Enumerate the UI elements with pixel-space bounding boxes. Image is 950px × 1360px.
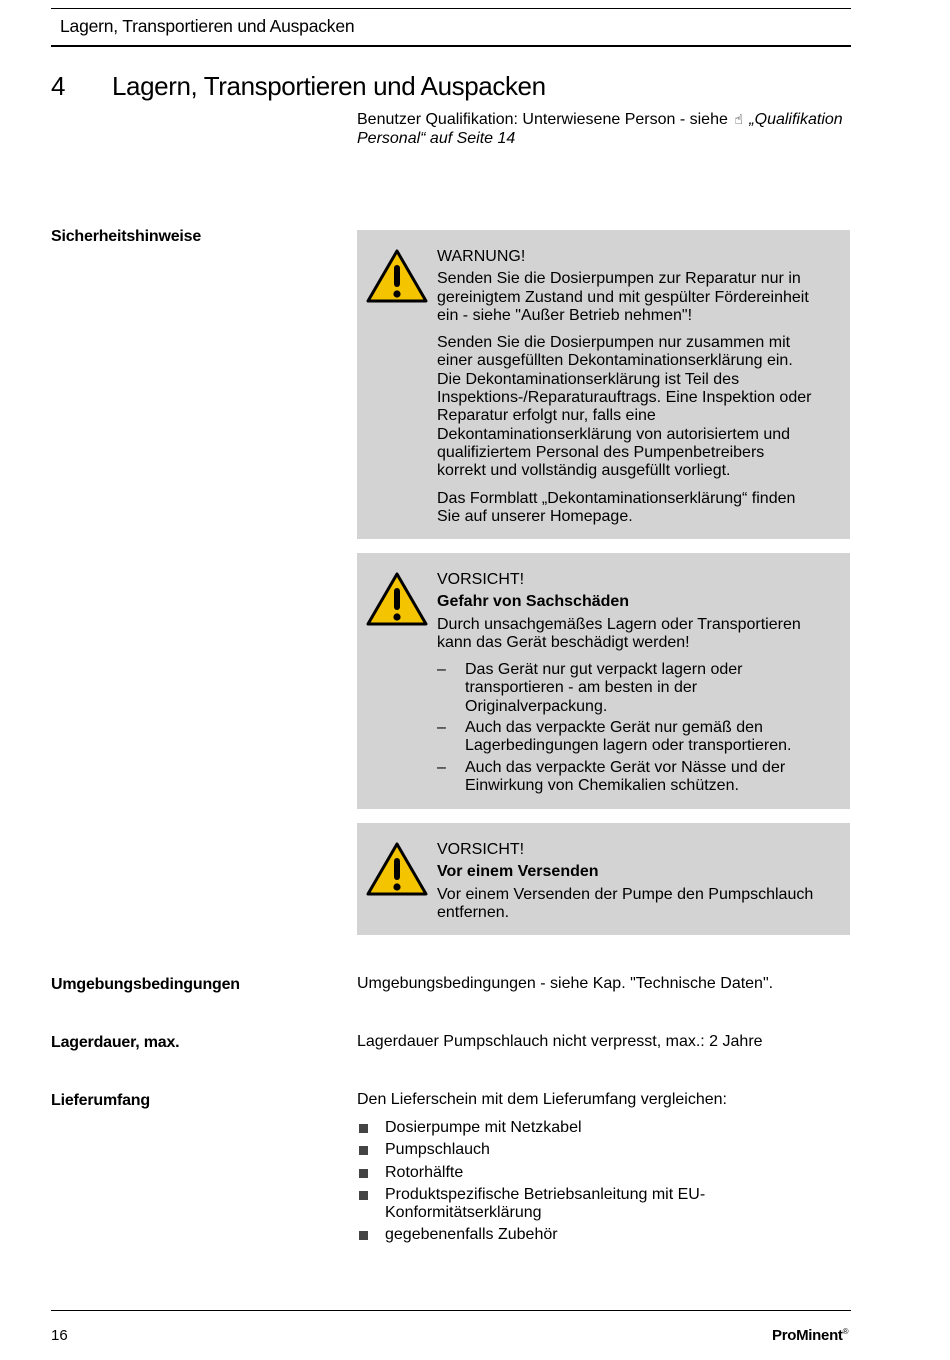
delivery-list	[357, 1119, 847, 1249]
warning-paragraph: Senden Sie die Dosierpumpen nur zusammen mit einer ausgefüllten Dekontaminationserklärung ein. Die Dekontaminationserklärung ist Teil des Inspektions-/Reparaturauftrags. Eine Inspektion oder Reparatur erfolgt nur, falls eine Dekontaminationserklärung von autorisiertem und qualifiziertem Personal des Pumpenbetreibers korrekt und vollständig ausgefüllt vorliegt.	[437, 334, 812, 480]
warning-body	[437, 230, 817, 535]
registered-mark: ®	[842, 1327, 849, 1336]
storage-text: Lagerdauer Pumpschlauch nicht verpresst, max.: 2 Jahre	[357, 1033, 763, 1050]
dash-marker: –	[437, 661, 446, 679]
list-item-text: Das Gerät nur gut verpackt lagern oder transportieren - am besten in der Originalverpackung.	[465, 661, 743, 715]
square-bullet-icon	[359, 1146, 368, 1155]
square-bullet-icon	[359, 1191, 368, 1200]
brand-name: ProMinent	[772, 1327, 843, 1344]
list-item-text: Auch das verpackte Gerät nur gemäß den Lagerbedingungen lagern oder transportieren.	[465, 719, 792, 755]
page-number: 16	[51, 1327, 68, 1344]
caution-subtitle: Vor einem Versenden	[437, 863, 599, 881]
square-bullet-icon	[359, 1231, 368, 1240]
caution-signal-word: VORSICHT!	[437, 571, 525, 588]
section-label-storage: Lagerdauer, max.	[51, 1034, 180, 1051]
qualification-reference-link[interactable]: „Qualifikation Personal“ auf Seite 14	[357, 111, 843, 147]
list-item	[357, 1164, 847, 1182]
list-item-text: Produktspezifische Betriebsanleitung mit EU-Konformitätserklärung	[385, 1185, 706, 1222]
list-item	[437, 661, 817, 716]
hand-pointer-icon: ☝	[734, 111, 743, 127]
warning-triangle-icon	[365, 571, 429, 627]
caution-signal-word: VORSICHT!	[437, 841, 525, 858]
list-item	[357, 1186, 835, 1223]
list-item-text: Auch das verpackte Gerät vor Nässe und der Einwirkung von Chemikalien schützen.	[465, 758, 786, 794]
warning-triangle-icon	[365, 841, 429, 897]
section-label-delivery: Lieferumfang	[51, 1092, 150, 1109]
caution-text: Vor einem Versenden der Pumpe den Pumpschlauch entfernen.	[437, 885, 814, 921]
list-item	[357, 1141, 847, 1159]
list-item	[437, 719, 817, 756]
list-item-text: Rotorhälfte	[385, 1163, 464, 1181]
caution-notice-shipping	[357, 823, 850, 935]
caution-subtitle: Gefahr von Sachschäden	[437, 593, 630, 611]
environment-text: Umgebungsbedingungen - siehe Kap. "Technische Daten".	[357, 975, 774, 992]
section-label-safety: Sicherheitshinweise	[51, 228, 202, 245]
caution-notice-damage	[357, 553, 850, 809]
list-item	[357, 1226, 847, 1244]
list-item-text: Dosierpumpe mit Netzkabel	[385, 1119, 582, 1136]
warning-notice	[357, 230, 850, 539]
delivery-intro: Den Lieferschein mit dem Lieferumfang vergleichen:	[357, 1091, 727, 1108]
qualification-prefix: Benutzer Qualifikation: Unterwiesene Person - siehe	[357, 111, 728, 128]
caution-list	[437, 661, 817, 795]
warning-paragraph: Das Formblatt „Dekontaminationserklärung“ finden Sie auf unserer Homepage.	[437, 489, 796, 525]
running-header-title: Lagern, Transportieren und Auspacken	[60, 16, 355, 36]
header-rule-top	[51, 8, 851, 9]
list-item	[437, 759, 817, 796]
footer-rule	[51, 1310, 851, 1311]
chapter-number: 4	[51, 71, 66, 101]
section-label-environment: Umgebungsbedingungen	[51, 976, 240, 993]
chapter-title: Lagern, Transportieren und Auspacken	[112, 71, 546, 101]
warning-signal-word: WARNUNG!	[437, 248, 526, 265]
user-qualification	[357, 110, 847, 148]
header-rule-bottom	[51, 45, 851, 47]
warning-triangle-icon	[365, 248, 429, 304]
caution-text: Durch unsachgemäßes Lagern oder Transportieren kann das Gerät beschädigt werden!	[437, 615, 801, 651]
list-item-text: Pumpschlauch	[385, 1141, 490, 1159]
square-bullet-icon	[359, 1124, 368, 1133]
caution-body	[437, 823, 817, 931]
list-item	[357, 1119, 847, 1137]
square-bullet-icon	[359, 1169, 368, 1178]
dash-marker: –	[437, 758, 446, 776]
warning-paragraph: Senden Sie die Dosierpumpen zur Reparatur nur in gereinigtem Zustand und mit gespülter Fördereinheit ein - siehe "Außer Betrieb nehmen"!	[437, 270, 809, 324]
dash-marker: –	[437, 719, 446, 737]
caution-body	[437, 553, 817, 798]
list-item-text: gegebenenfalls Zubehör	[385, 1226, 558, 1244]
prominent-logo	[772, 1327, 848, 1344]
